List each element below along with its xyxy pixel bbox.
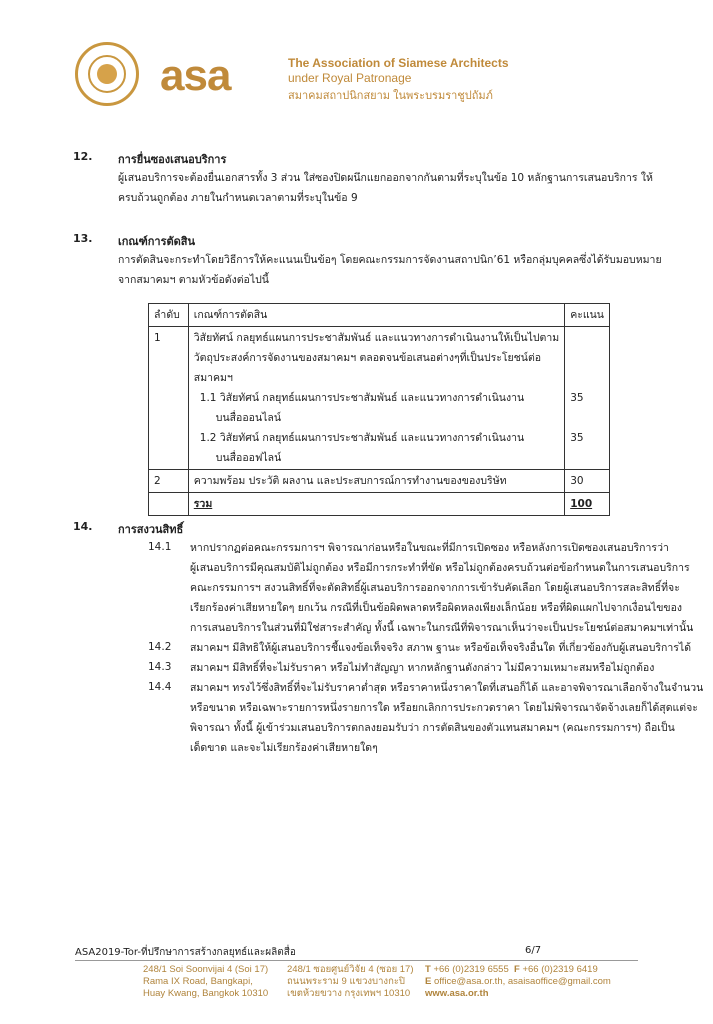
criteria-line: วัตถุประสงค์การจัดงานของสมาคมฯ ตลอดจนข้อเสนอต่างๆที่เป็นประโยชน์ต่อ [193, 352, 542, 364]
contact-info [425, 964, 611, 1000]
paragraph-line: การเสนอบริการในส่วนที่มิใช่สาระสำคัญ ทั้งนี้ เฉพาะในกรณีที่พิจารณาเห็นว่าจะเป็นประโยชน์ต่อสมาคมฯเท่านั้น [190, 622, 694, 634]
section-14-title: การสงวนสิทธิ์ [118, 523, 184, 536]
section-12-title: การยื่นซองเสนอบริการ [118, 153, 227, 166]
criteria-line: สมาคมฯ [193, 372, 233, 384]
address-line: เขตห้วยขวาง กรุงเทพฯ 10310 [287, 988, 411, 999]
association-seal-logo [75, 42, 139, 106]
address-line: Huay Kwang, Bangkok 10310 [143, 988, 269, 999]
address-line: Rama IX Road, Bangkapi, [143, 976, 253, 987]
paragraph-line: การตัดสินจะกระทำโดยวิธีการให้คะแนนเป็นข้อๆ โดยคณะกรรมการจัดงานสถาปนิก’61 หรือกลุ่มบุคคลซึ่งได้รับมอบหมาย [118, 254, 662, 266]
header-criteria: เกณฑ์การตัดสิน [188, 304, 564, 327]
sub-criteria-1-line2: บนสื่อออนไลน์ [215, 412, 282, 424]
header-score: คะแนน [565, 304, 610, 327]
address-line: ถนนพระราม 9 แขวงบางกะปิ [287, 976, 405, 987]
paragraph-line: เรียกร้องค่าเสียหายใดๆ ยกเว้น กรณีที่เป็นข้อผิดพลาดหรือผิดหลงเพียงเล็กน้อย หรือที่ผิดแผกไปจากเงื่อนไขของ [190, 602, 683, 614]
paragraph-line: สมาคมฯ มีสิทธิให้ผู้เสนอบริการชี้แจงข้อเท็จจริง สภาพ ฐานะ หรือข้อเท็จจริงอื่นใด ที่เกี่ยวข้องกับผู้เสนอบริการได้ [190, 642, 692, 654]
item-14-3-text [190, 658, 690, 678]
address-english [143, 964, 268, 1000]
row-number: 2 [149, 470, 189, 493]
row-score [565, 327, 610, 470]
org-patron: under Royal Patronage [288, 71, 412, 85]
address-line: 248/1 ซอยศูนย์วิจัย 4 (ซอย 17) [287, 964, 414, 975]
section-12-number: 12. [73, 150, 93, 163]
row-criteria [188, 327, 564, 470]
paragraph-line: สมาคมฯ มีสิทธิ์ที่จะไม่รับราคา หรือไม่ทำสัญญา หากหลักฐานดังกล่าว ไม่มีความเหมาะสมหรือไม่ถูกต้อง [190, 662, 655, 674]
sub-criteria-1-line1: 1.1 วิสัยทัศน์ กลยุทธ์แผนการประชาสัมพันธ์ และแนวทางการดำเนินงาน [199, 392, 525, 404]
email-line [425, 976, 611, 988]
section-13-number: 13. [73, 232, 93, 245]
address-line: 248/1 Soi Soonvijai 4 (Soi 17) [143, 964, 269, 975]
fax-value: +66 (0)2319 6419 [522, 964, 598, 975]
criteria-table [148, 303, 610, 516]
table-header-row [149, 304, 610, 327]
section-12-body [118, 168, 678, 208]
paragraph-line: คณะกรรมการฯ สงวนสิทธิ์ที่จะตัดสิทธิ์ผู้เสนอบริการออกจากการเข้ารับคัดเลือก โดยผู้เสนอบริการสละสิทธิ์ที่จะ [190, 582, 680, 594]
item-14-4-number: 14.4 [148, 681, 172, 693]
item-14-2-text [190, 638, 690, 658]
paragraph-line: หากปรากฏต่อคณะกรรมการฯ พิจารณาก่อนหรือในขณะที่มีการเปิดซอง หรือหลังการเปิดซองเสนอบริการว่า [190, 542, 669, 554]
table-row [149, 470, 610, 493]
phone-label: T [425, 964, 431, 975]
table-total-row [149, 493, 610, 516]
item-14-1-text [190, 538, 694, 638]
page-number: 6/7 [525, 945, 542, 956]
paragraph-line: จากสมาคมฯ ตามหัวข้อดังต่อไปนี้ [118, 274, 269, 286]
item-14-1-number: 14.1 [148, 541, 172, 553]
row-score: 30 [565, 470, 610, 493]
fax-label: F [514, 964, 520, 975]
phone-fax-line [425, 964, 611, 976]
item-14-2-number: 14.2 [148, 641, 172, 653]
website-link[interactable]: www.asa.or.th [425, 988, 489, 999]
criteria-line: วิสัยทัศน์ กลยุทธ์แผนการประชาสัมพันธ์ และแนวทางการดำเนินงานให้เป็นไปตาม [193, 332, 560, 344]
section-13-title: เกณฑ์การตัดสิน [118, 235, 196, 248]
document-reference: ASA2019-Tor-ที่ปรึกษาการสร้างกลยุทธ์และผลิตสื่อ [75, 947, 296, 958]
item-14-3-number: 14.3 [148, 661, 172, 673]
item-14-4-text [190, 678, 704, 758]
svg-text:asa: asa [160, 52, 231, 98]
total-label: รวม [188, 493, 564, 516]
email-label: E [425, 976, 432, 987]
header-order: ลำดับ [149, 304, 189, 327]
sub-criteria-2-score: 35 [570, 432, 584, 444]
phone-value: +66 (0)2319 6555 [433, 964, 509, 975]
sub-criteria-1-score: 35 [570, 392, 584, 404]
footer-divider [75, 960, 638, 961]
section-14-number: 14. [73, 520, 93, 533]
email-value[interactable]: office@asa.or.th, asaisaoffice@gmail.com [433, 976, 611, 987]
sub-criteria-2-line2: บนสื่อออฟไลน์ [215, 452, 282, 464]
total-score: 100 [565, 493, 610, 516]
org-name: The Association of Siamese Architects [288, 56, 509, 70]
row-criteria: ความพร้อม ประวัติ ผลงาน และประสบการณ์การทำงานของของบริษัท [188, 470, 564, 493]
sub-criteria-2-line1: 1.2 วิสัยทัศน์ กลยุทธ์แผนการประชาสัมพันธ์ และแนวทางการดำเนินงาน [199, 432, 525, 444]
address-thai [287, 964, 414, 1000]
asa-logo [160, 52, 276, 98]
paragraph-line: เด็ดขาด และจะไม่เรียกร้องค่าเสียหายใดๆ [190, 742, 378, 754]
paragraph-line: สมาคมฯ ทรงไว้ซึ่งสิทธิ์ที่จะไม่รับราคาต่ำสุด หรือราคาหนึ่งราคาใดที่เสนอก็ได้ และอาจพิจารณาเลือกจ้างในจำนวน [190, 682, 704, 694]
paragraph-line: พิจารณา ทั้งนี้ ผู้เข้าร่วมเสนอบริการตกลงยอมรับว่า การตัดสินของตัวแทนสมาคมฯ (คณะกรรมการฯ) ถือเป็น [190, 722, 675, 734]
paragraph-line: ผู้เสนอบริการจะต้องยื่นเอกสารทั้ง 3 ส่วน ใส่ซองปิดผนึกแยกออกจากกันตามที่ระบุในข้อ 10 หลักฐานการเสนอบริการ ให้ [118, 172, 653, 184]
paragraph-line: ผู้เสนอบริการมีคุณสมบัติไม่ถูกต้อง หรือมีการกระทำที่ขัด หรือไม่ถูกต้องครบถ้วนต่อข้อกำหนดในการเสนอบริการ [190, 562, 690, 574]
paragraph-line: ครบถ้วนถูกต้อง ภายในกำหนดเวลาตามที่ระบุในข้อ 9 [118, 192, 358, 204]
row-number: 1 [149, 327, 189, 470]
paragraph-line: หรือขนาด หรือเฉพาะรายการหนึ่งรายการใด หรือยกเลิกการประกวดราคา โดยไม่พิจารณาจัดจ้างเลยก็ได้สุดแต่จะ [190, 702, 698, 714]
section-13-body [118, 250, 678, 290]
table-row [149, 327, 610, 470]
org-name-thai: สมาคมสถาปนิกสยาม ในพระบรมราชูปถัมภ์ [288, 90, 493, 102]
